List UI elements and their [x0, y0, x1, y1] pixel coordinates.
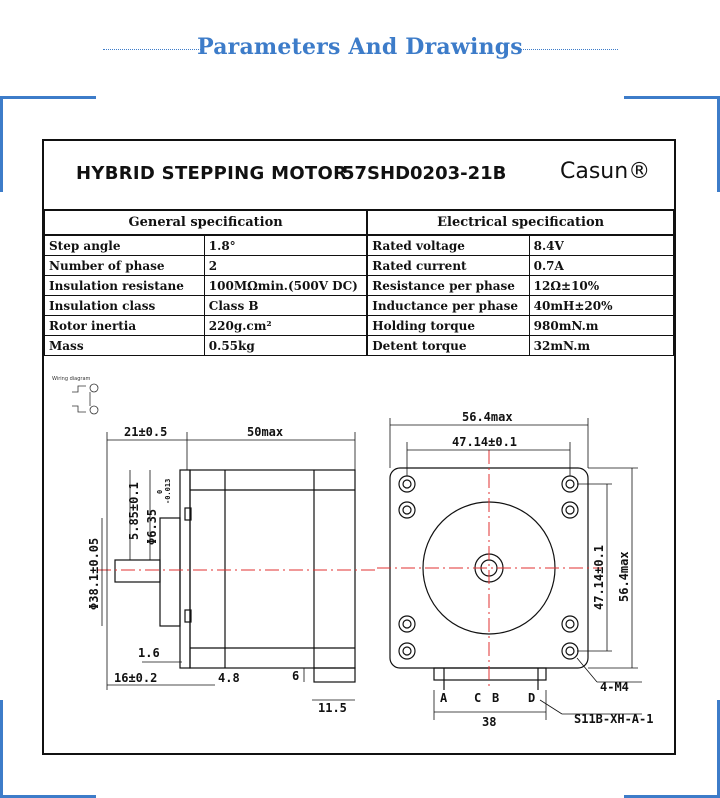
general-label: Step angle: [45, 235, 205, 256]
corner-bracket-tl-v: [0, 96, 3, 192]
table-row: [45, 336, 674, 356]
pin-label-c: C: [474, 691, 482, 705]
general-label: Insulation resistane: [45, 276, 205, 296]
electrical-value: 40mH±20%: [529, 296, 673, 316]
electrical-label: Rated current: [367, 256, 529, 276]
dim-front-height: 56.4max: [617, 551, 631, 602]
general-label: Rotor inertia: [45, 316, 205, 336]
dim-shaft-dia: Φ6.35: [145, 508, 159, 545]
electrical-label: Holding torque: [367, 316, 529, 336]
dim-connector-width: 11.5: [318, 701, 347, 715]
electrical-value: 32mN.m: [529, 336, 673, 356]
dim-pilot-depth: 1.6: [138, 646, 160, 660]
electrical-value: 0.7A: [529, 256, 673, 276]
table-row: [45, 235, 674, 256]
general-label: Insulation class: [45, 296, 205, 316]
dim-connector-length: 38: [482, 715, 497, 729]
electrical-value: 8.4V: [529, 235, 673, 256]
dim-body-length: 50max: [247, 425, 284, 439]
wiring-diagram-icon: [72, 384, 98, 414]
dim-shaft-tol-bot: -0.013: [164, 478, 172, 504]
dim-pilot-dia: Φ38.1±0.05: [87, 537, 101, 610]
general-value: 0.55kg: [204, 336, 367, 356]
wiring-diagram-label: Wiring diagram: [52, 376, 91, 382]
page-title: Parameters And Drawings: [197, 34, 523, 60]
dim-flange-thickness: 4.8: [218, 671, 240, 685]
header-rule-right: [518, 49, 618, 50]
table-row: [45, 296, 674, 316]
electrical-value: 980mN.m: [529, 316, 673, 336]
motor-drawing: [42, 370, 676, 755]
sheet-title: HYBRID STEPPING MOTOR: [76, 163, 348, 184]
electrical-label: Detent torque: [367, 336, 529, 356]
pin-label-a: A: [440, 691, 448, 705]
electrical-heading: Electrical specification: [367, 210, 673, 236]
general-heading: General specification: [45, 210, 368, 236]
general-value: 1.8°: [204, 235, 367, 256]
general-label: Mass: [45, 336, 205, 356]
table-row: [45, 316, 674, 336]
dim-front-width: 56.4max: [462, 410, 513, 424]
table-row: [45, 276, 674, 296]
corner-bracket-tr-h: [624, 96, 720, 99]
general-label: Number of phase: [45, 256, 205, 276]
dim-hole-span: 47.14±0.1: [452, 435, 518, 449]
dim-shaft-tol-top: 0: [156, 489, 164, 494]
general-value: Class B: [204, 296, 367, 316]
electrical-value: 12Ω±10%: [529, 276, 673, 296]
corner-bracket-bl-v: [0, 700, 3, 798]
pin-label-b: B: [492, 691, 500, 705]
corner-bracket-tl-h: [0, 96, 96, 99]
spec-table: [44, 209, 674, 356]
dim-flange-length: 21±0.5: [124, 425, 168, 439]
dim-mount-holes: 4-M4: [600, 680, 629, 694]
table-row: [45, 256, 674, 276]
pin-label-d: D: [528, 691, 536, 705]
general-value: 220g.cm²: [204, 316, 367, 336]
connector-part-number: S11B-XH-A-1: [574, 712, 654, 726]
electrical-label: Rated voltage: [367, 235, 529, 256]
electrical-label: Inductance per phase: [367, 296, 529, 316]
spec-table-header: [45, 210, 674, 236]
dim-shaft-length: 16±0.2: [114, 671, 158, 685]
brand-logo: Casun®: [560, 159, 651, 184]
general-value: 2: [204, 256, 367, 276]
model-number: 57SHD0203-21B: [342, 163, 507, 184]
sheet-title-block: [44, 141, 674, 211]
dim-hole-span-vertical: 47.14±0.1: [592, 544, 606, 610]
electrical-label: Resistance per phase: [367, 276, 529, 296]
dim-connector-height: 6: [292, 669, 300, 683]
general-value: 100MΩmin.(500V DC): [204, 276, 367, 296]
dim-flat: 5.85±0.1: [127, 482, 141, 540]
